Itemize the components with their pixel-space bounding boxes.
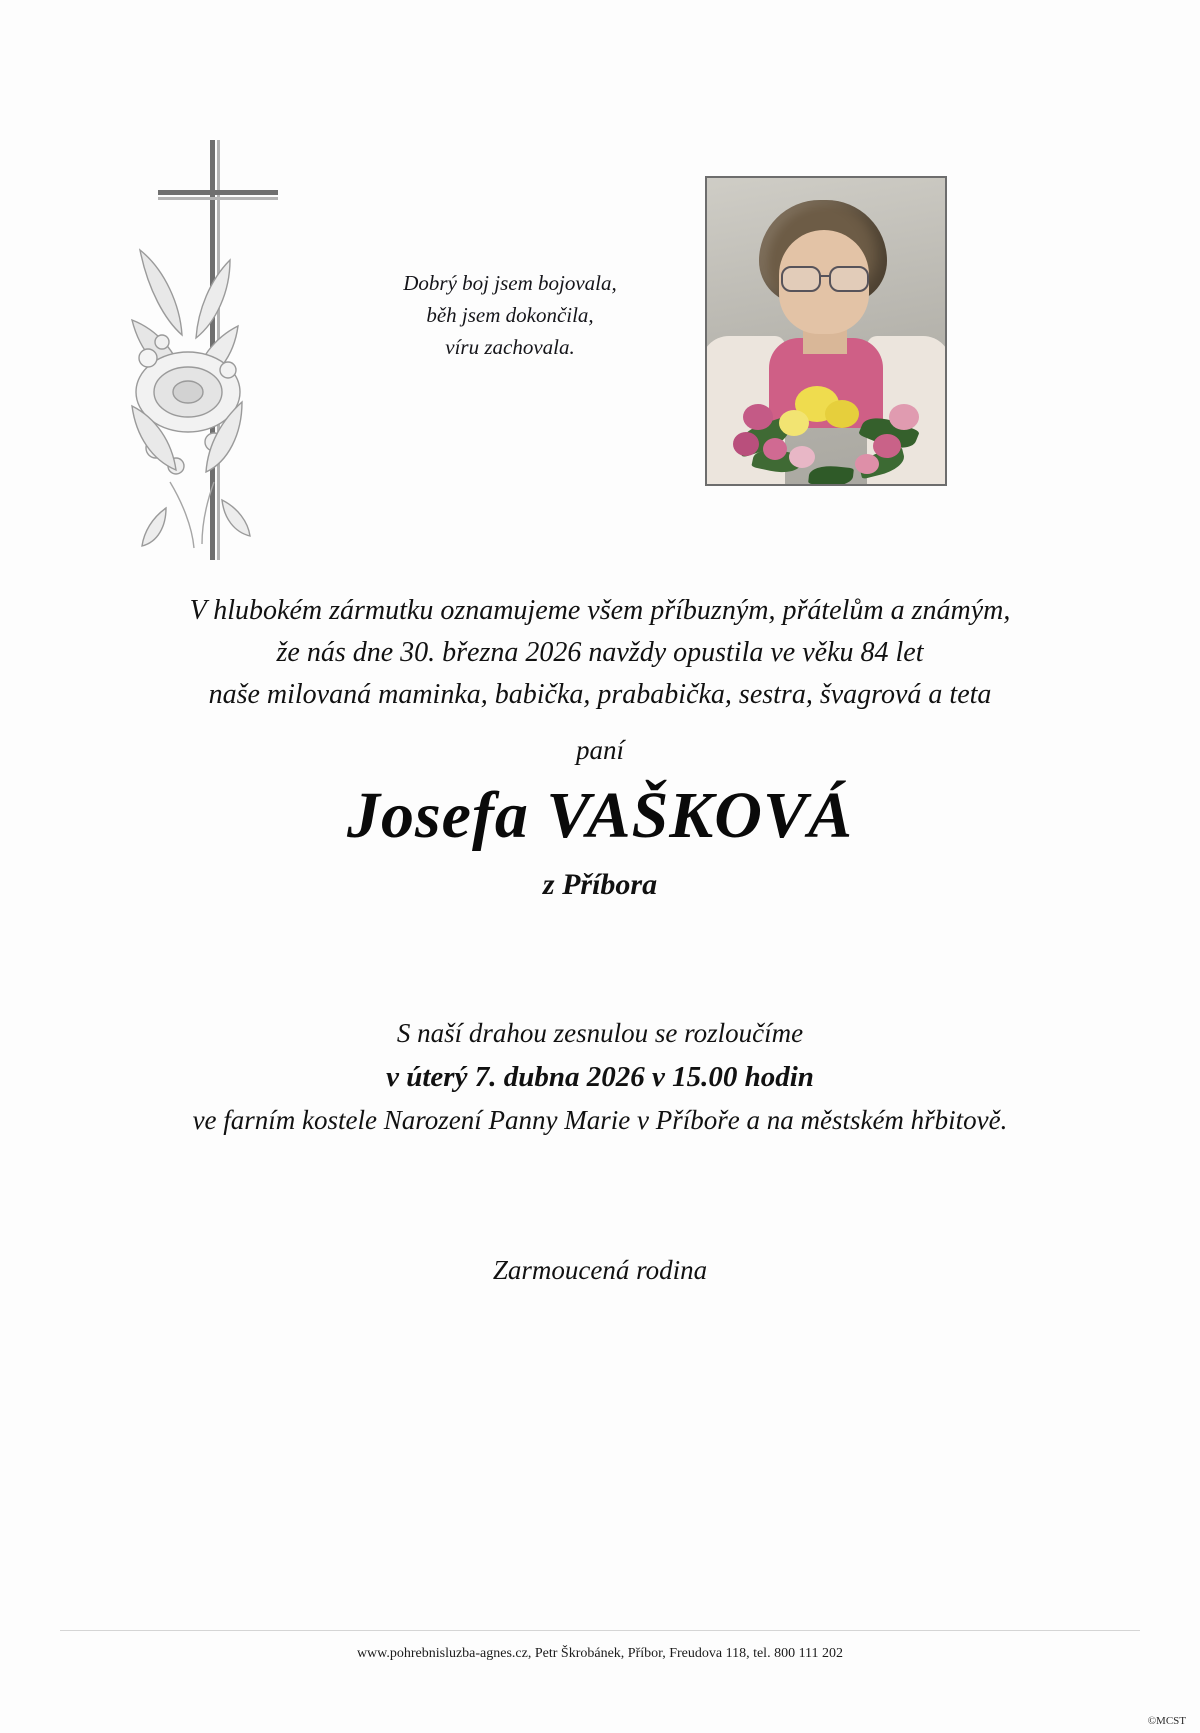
copyright-text: ©MCST: [1147, 1715, 1186, 1727]
verse-line-1: Dobrý boj jsem bojovala,: [403, 271, 617, 295]
verse-line-3: víru zachovala.: [445, 334, 575, 359]
portrait-photo-content: [707, 178, 945, 484]
announcement-line-2: že nás dne 30. března 2026 navždy opustila ve věku 84 let: [276, 637, 924, 668]
portrait-photo: [705, 176, 947, 486]
signature-text: Zarmoucená rodina: [492, 1255, 708, 1285]
verse-line-2: běh jsem dokončila,: [426, 302, 594, 327]
announcement-text: [0, 590, 1200, 716]
photo-glasses: [779, 266, 871, 290]
cross-with-flowers-icon: [110, 130, 330, 570]
deceased-origin: z Příbora: [542, 868, 658, 901]
verse-block: [360, 268, 660, 364]
farewell-place: ve farním kostele Narození Panny Marie v Příboře a na městském hřbitově.: [192, 1104, 1008, 1135]
announcement-line-1: V hlubokém zármutku oznamujeme všem příbuzným, přátelům a známým,: [189, 595, 1011, 626]
footer-text: www.pohrebnisluzba-agnes.cz, Petr Škrobánek, Příbor, Freudova 118, tel. 800 111 202: [356, 1646, 844, 1661]
announcement-line-3: naše milovaná maminka, babička, prababička, sestra, švagrová a teta: [208, 679, 992, 710]
farewell-intro: S naší drahou zesnulou se rozloučíme: [396, 1018, 804, 1048]
honorific: paní: [575, 735, 624, 765]
footer-divider: [60, 1630, 1140, 1631]
deceased-name: Josefa VAŠKOVÁ: [346, 779, 854, 852]
farewell-block: [0, 1013, 1200, 1142]
farewell-datetime: v úterý 7. dubna 2026 v 15.00 hodin: [386, 1060, 814, 1093]
photo-bouquet: [733, 380, 923, 486]
